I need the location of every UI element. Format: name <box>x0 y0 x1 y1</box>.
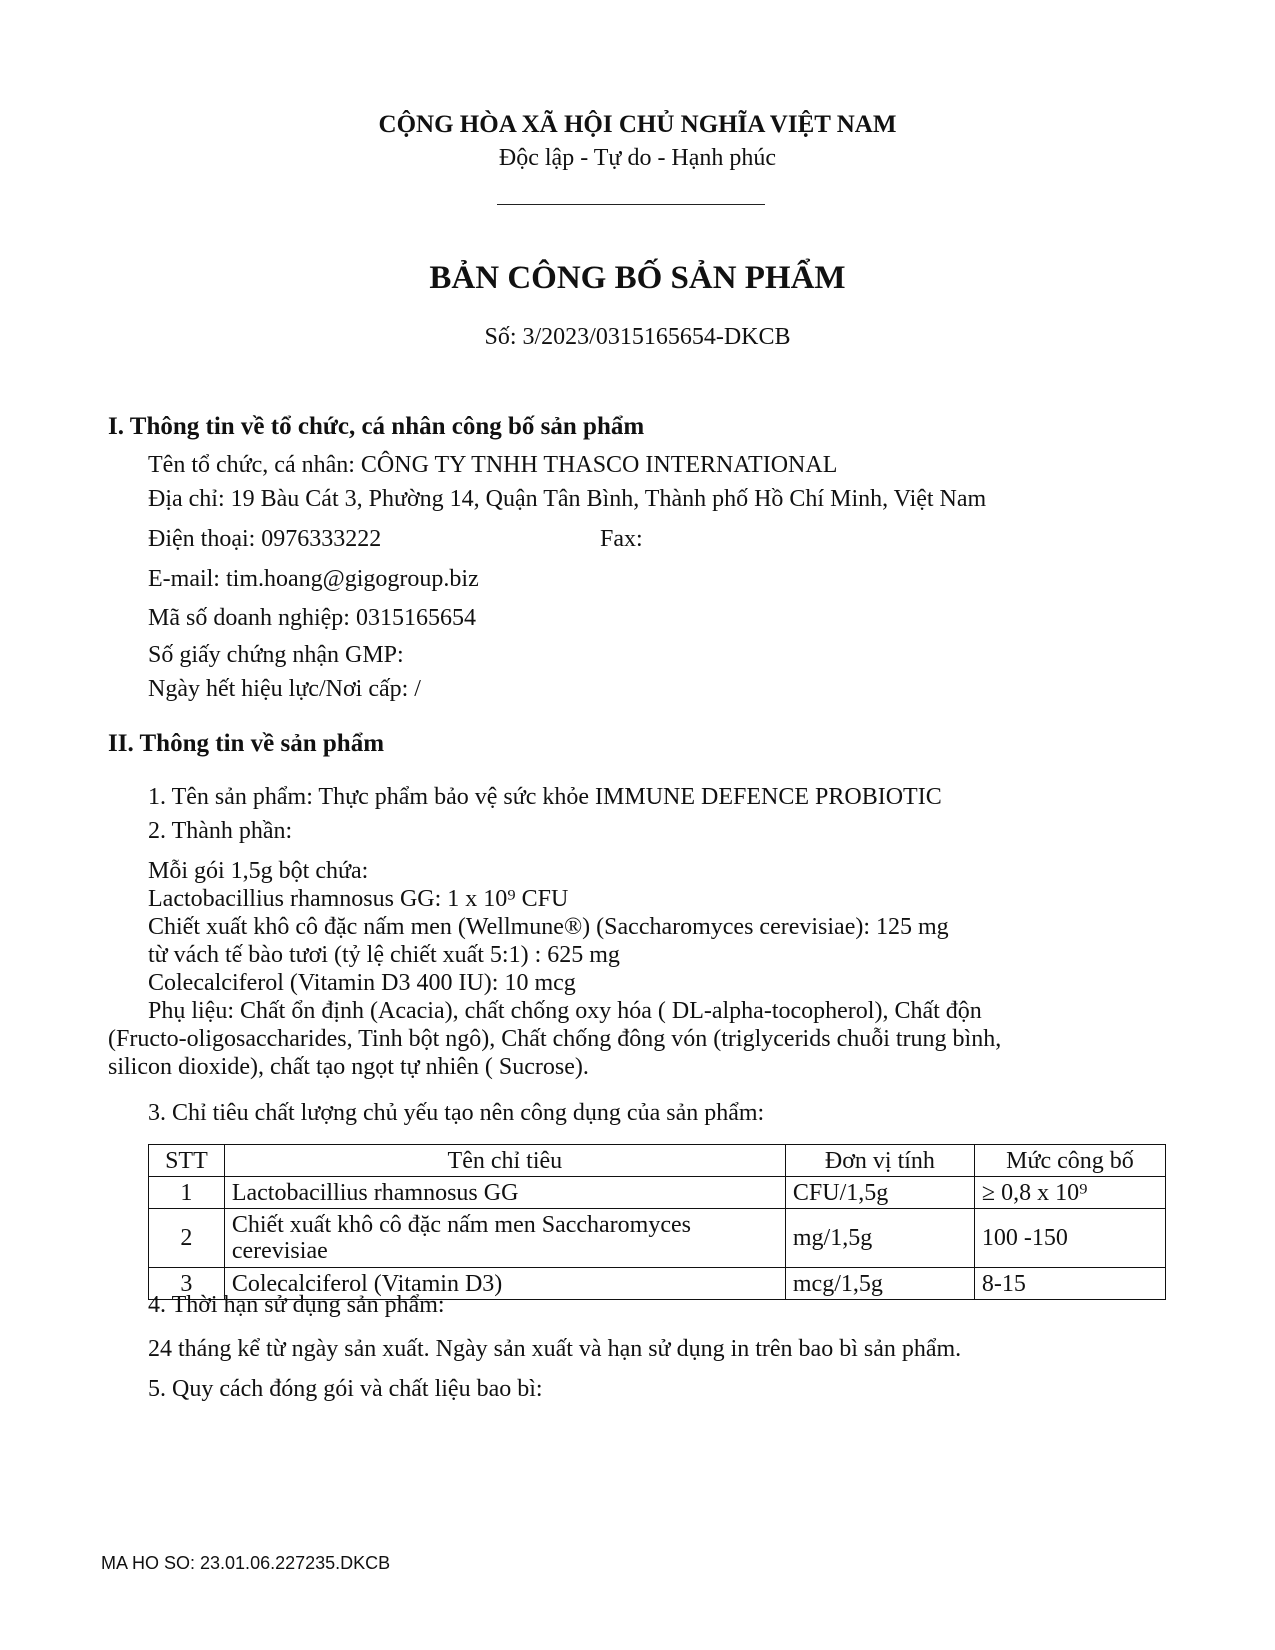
national-name: CỘNG HÒA XÃ HỘI CHỦ NGHĨA VIỆT NAM <box>378 111 897 138</box>
header-divider <box>497 204 765 205</box>
cell-stt: 3 <box>149 1268 225 1300</box>
packaging-label: 5. Quy cách đóng gói và chất liệu bao bì: <box>148 1376 543 1402</box>
cell-stt: 2 <box>149 1209 225 1268</box>
table-row <box>149 1177 1166 1209</box>
cell-unit: mg/1,5g <box>785 1209 974 1268</box>
cell-declared-level: 8-15 <box>974 1268 1165 1300</box>
quality-criteria-table <box>148 1144 1166 1300</box>
cell-stt: 1 <box>149 1177 225 1209</box>
shelf-life-text: 24 tháng kể từ ngày sản xuất. Ngày sản xuất và hạn sử dụng in trên bao bì sản phẩm. <box>148 1336 962 1362</box>
certificate-expiry: Ngày hết hiệu lực/Nơi cấp: / <box>148 676 421 702</box>
composition-line: Colecalciferol (Vitamin D3 400 IU): 10 mcg <box>148 970 576 996</box>
composition-label: 2. Thành phần: <box>148 818 293 844</box>
cell-unit: CFU/1,5g <box>785 1177 974 1209</box>
national-motto: Độc lập - Tự do - Hạnh phúc <box>498 145 777 171</box>
cell-declared-level: 100 -150 <box>974 1209 1165 1268</box>
cell-unit: mcg/1,5g <box>785 1268 974 1300</box>
excipients-line: silicon dioxide), chất tạo ngọt tự nhiên ( Sucrose). <box>108 1054 589 1080</box>
composition-line: Mỗi gói 1,5g bột chứa: <box>148 858 369 884</box>
business-code: Mã số doanh nghiệp: 0315165654 <box>148 605 476 631</box>
document-title: BẢN CÔNG BỐ SẢN PHẨM <box>429 260 846 296</box>
table-header-row <box>149 1145 1166 1177</box>
cell-criteria-name: Colecalciferol (Vitamin D3) <box>224 1268 785 1300</box>
gmp-certificate: Số giấy chứng nhận GMP: <box>148 642 404 668</box>
org-name: Tên tổ chức, cá nhân: CÔNG TY TNHH THASCO INTERNATIONAL <box>148 452 838 478</box>
org-fax: Fax: <box>600 526 643 552</box>
product-name: 1. Tên sản phẩm: Thực phẩm bảo vệ sức khỏe IMMUNE DEFENCE PROBIOTIC <box>148 784 942 810</box>
composition-line: Chiết xuất khô cô đặc nấm men (Wellmune®) (Saccharomyces cerevisiae): 125 mg <box>148 914 949 940</box>
section-2-heading: II. Thông tin về sản phẩm <box>108 730 385 757</box>
quality-criteria-label: 3. Chỉ tiêu chất lượng chủ yếu tạo nên công dụng của sản phẩm: <box>148 1100 765 1126</box>
table-row <box>149 1209 1166 1268</box>
excipients-line: Phụ liệu: Chất ổn định (Acacia), chất chống oxy hóa ( DL-alpha-tocopherol), Chất độn <box>148 998 982 1024</box>
header-stt: STT <box>149 1145 225 1177</box>
composition-line: từ vách tế bào tươi (tỷ lệ chiết xuất 5:1) : 625 mg <box>148 942 620 968</box>
composition-line: Lactobacillius rhamnosus GG: 1 x 10⁹ CFU <box>148 886 569 912</box>
section-1-heading: I. Thông tin về tổ chức, cá nhân công bố sản phẩm <box>108 413 645 440</box>
org-phone: Điện thoại: 0976333222 <box>148 526 382 552</box>
cell-criteria-name: Lactobacillius rhamnosus GG <box>224 1177 785 1209</box>
header-declared-level: Mức công bố <box>974 1145 1165 1177</box>
excipients-line: (Fructo-oligosaccharides, Tinh bột ngô), Chất chống đông vón (triglycerids chuỗi trung bình, <box>108 1026 1002 1052</box>
header-unit: Đơn vị tính <box>785 1145 974 1177</box>
header-criteria-name: Tên chỉ tiêu <box>224 1145 785 1177</box>
org-address: Địa chỉ: 19 Bàu Cát 3, Phường 14, Quận Tân Bình, Thành phố Hồ Chí Minh, Việt Nam <box>148 486 987 512</box>
cell-criteria-name: Chiết xuất khô cô đặc nấm men Saccharomyces cerevisiae <box>224 1209 785 1268</box>
document-number: Số: 3/2023/0315165654-DKCB <box>484 324 791 350</box>
shelf-life-label: 4. Thời hạn sử dụng sản phẩm: <box>148 1292 445 1318</box>
org-email: E-mail: tim.hoang@gigogroup.biz <box>148 566 479 592</box>
record-code: MA HO SO: 23.01.06.227235.DKCB <box>101 1553 391 1573</box>
cell-declared-level: ≥ 0,8 x 10⁹ <box>974 1177 1165 1209</box>
